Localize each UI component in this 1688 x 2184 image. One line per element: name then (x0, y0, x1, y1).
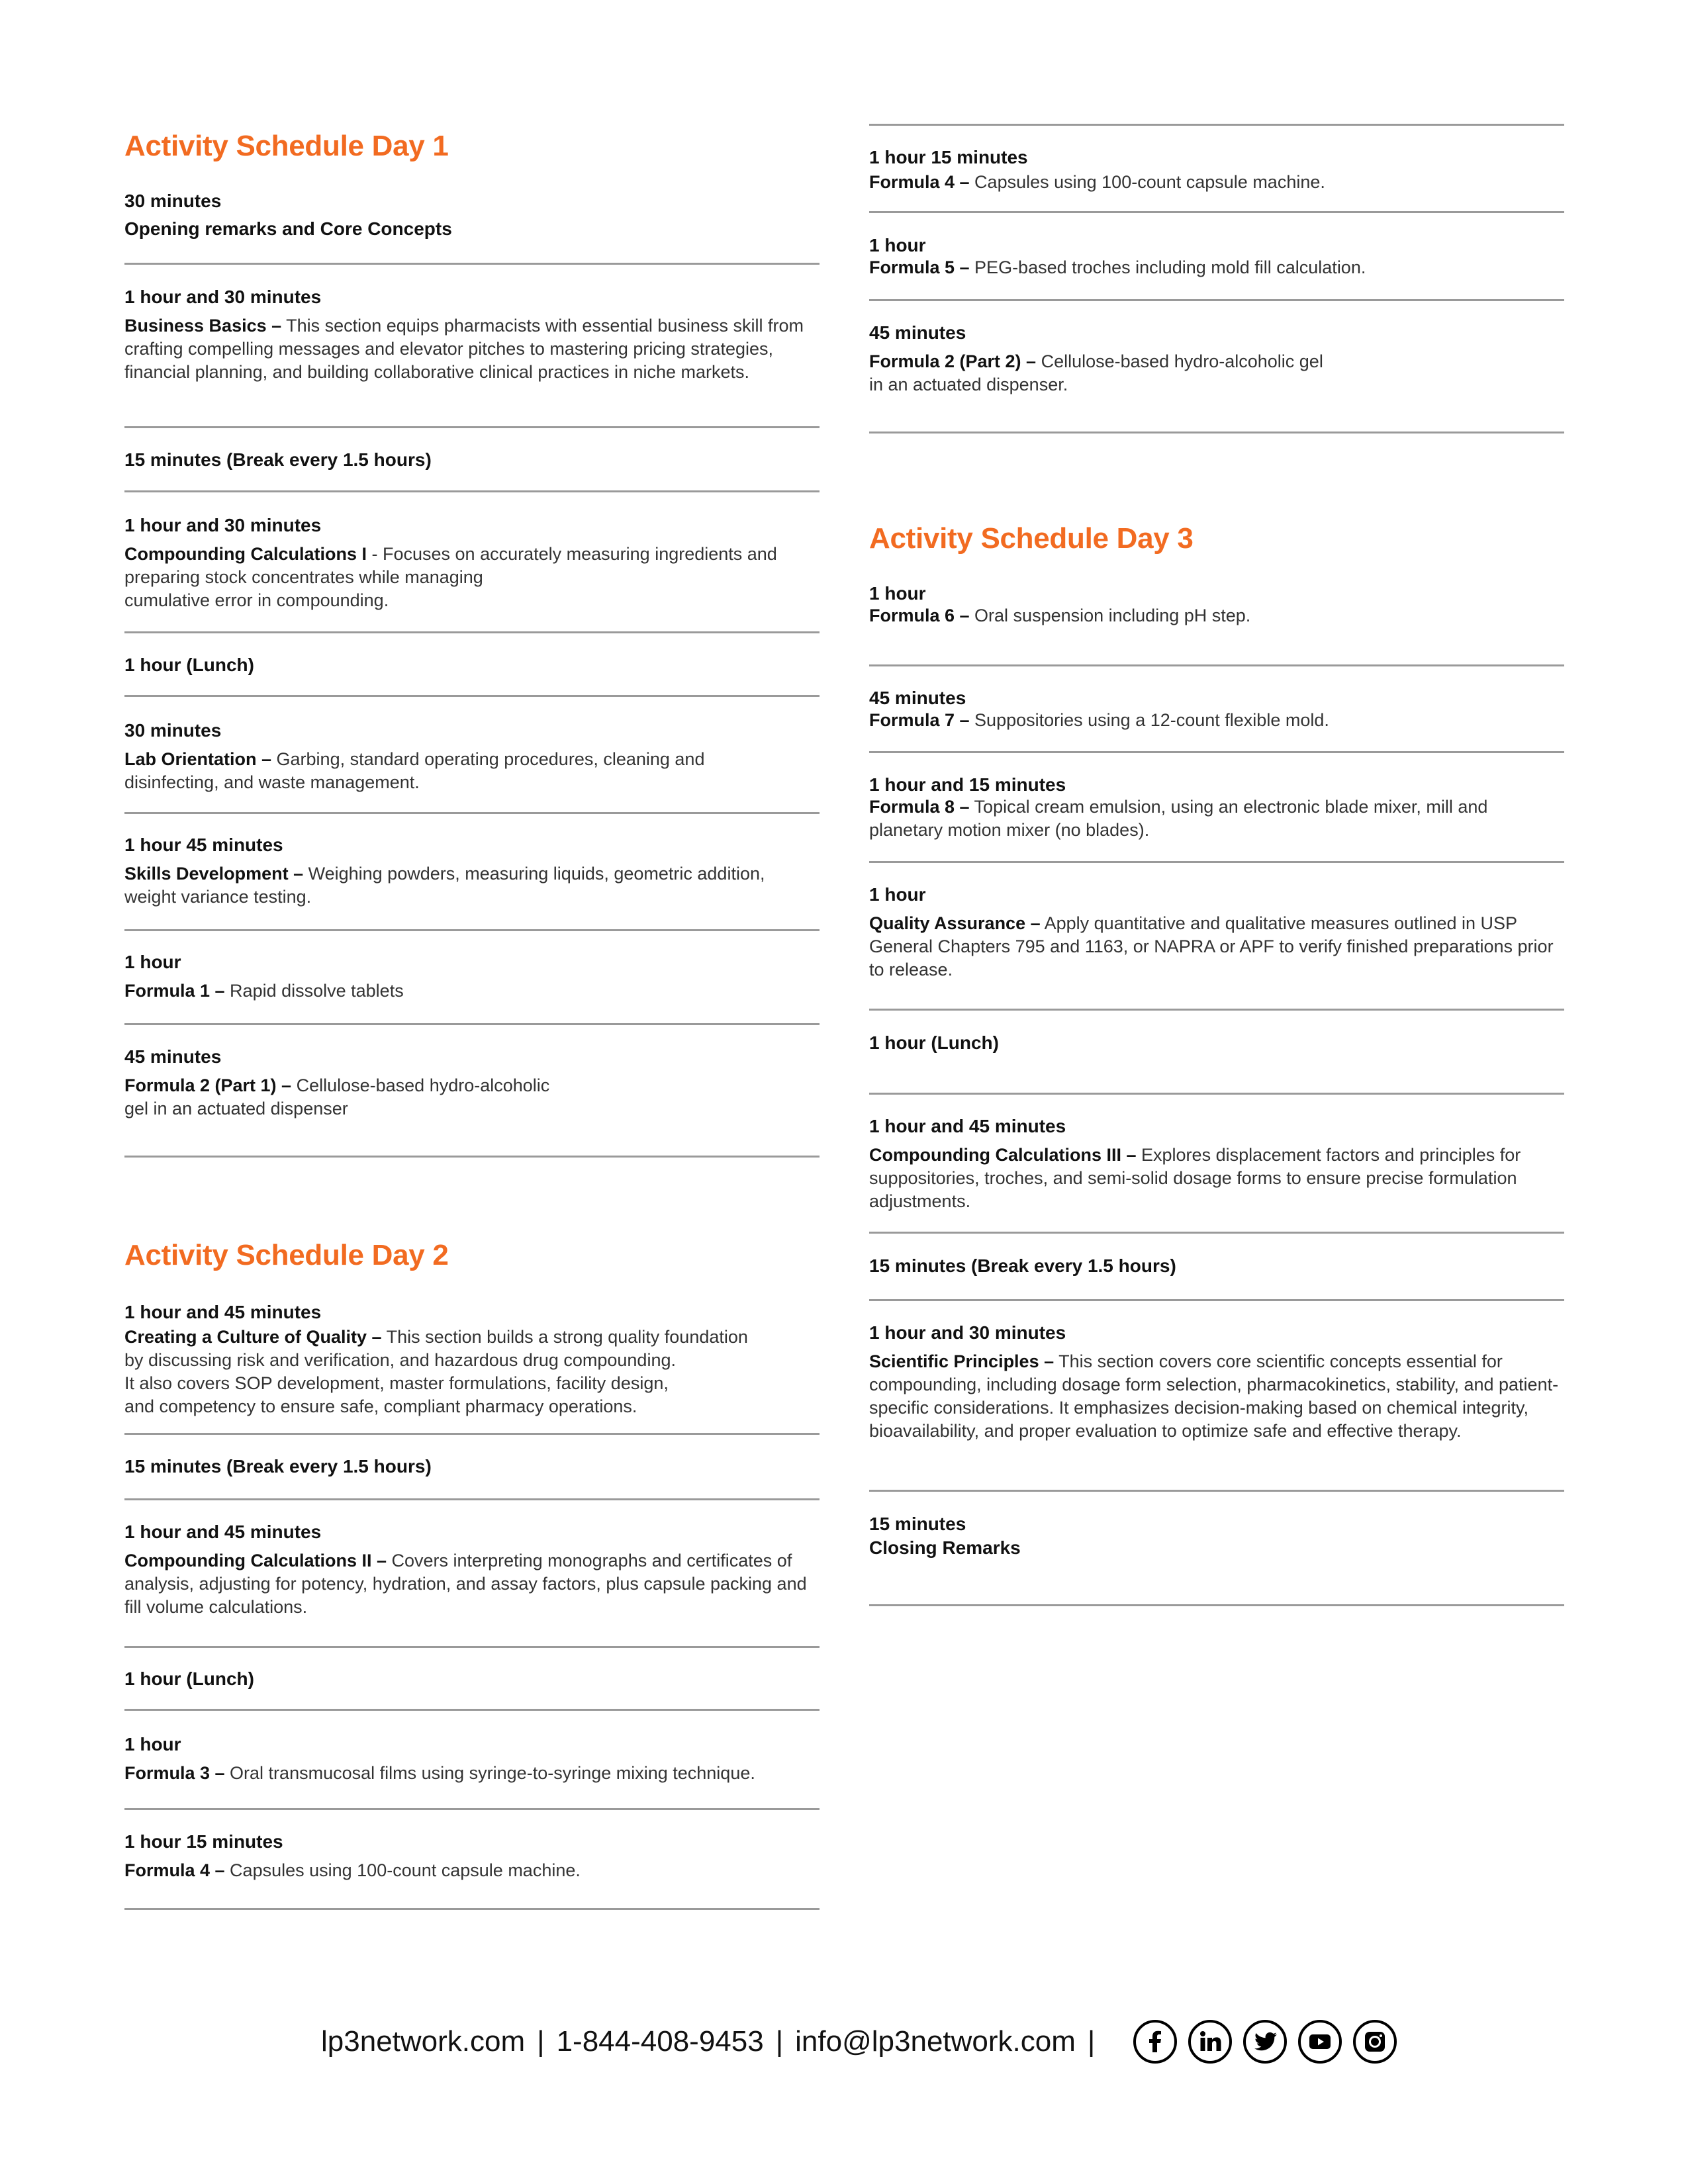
divider (124, 1646, 820, 1648)
item-text: by discussing risk and verification, and hazardous drug compounding. (124, 1350, 676, 1370)
youtube-icon[interactable] (1298, 2020, 1342, 2064)
item-description (869, 350, 1564, 396)
day2-heading: Activity Schedule Day 2 (124, 1239, 449, 1271)
item-text: Oral transmucosal films using syringe-to-syringe mixing technique. (224, 1763, 755, 1783)
item-description (869, 1144, 1564, 1213)
divider (124, 929, 820, 931)
item-label: Quality Assurance – (869, 913, 1041, 933)
item-text: PEG-based troches including mold fill calculation. (969, 257, 1366, 277)
divider (869, 1299, 1564, 1301)
item-label: Compounding Calculations II – (124, 1551, 387, 1570)
website-link[interactable]: lp3network.com (321, 2025, 526, 2058)
item-text: This section equips pharmacists with essential business skill from crafting compelling messages and elevator pitches to mastering pricing strategies, financial planning, and building collaborative clinical practices in niche markets. (124, 316, 804, 382)
item-description (124, 314, 820, 384)
divider (124, 1808, 820, 1810)
item-description (124, 1859, 820, 1882)
schedule-item (124, 721, 820, 794)
item-description (869, 1350, 1564, 1443)
divider (869, 124, 1564, 126)
item-duration: 1 hour and 30 minutes (124, 515, 322, 535)
divider (869, 1093, 1564, 1095)
item-description (124, 1549, 820, 1619)
day1-heading: Activity Schedule Day 1 (124, 130, 449, 162)
item-duration: 15 minutes (Break every 1.5 hours) (124, 1456, 432, 1477)
item-description (869, 912, 1564, 981)
email-link[interactable]: info@lp3network.com (795, 2025, 1076, 2058)
social-links (1133, 2020, 1408, 2064)
item-description (124, 543, 820, 612)
item-description (124, 979, 820, 1003)
item-text: Apply quantitative and qualitative measures outlined in USP General Chapters 795 and 1163, or NAPRA or APF to verify finished preparations prior to release. (869, 913, 1554, 979)
divider (124, 1156, 820, 1158)
item-duration: 45 minutes (869, 688, 966, 708)
item-description (124, 1762, 820, 1785)
item-text: cumulative error in compounding. (124, 590, 389, 610)
schedule-item (869, 1257, 1564, 1275)
item-label: Skills Development – (124, 864, 304, 884)
schedule-item (124, 953, 820, 1003)
schedule-item (869, 886, 1564, 981)
item-duration: 30 minutes (124, 720, 222, 741)
item-duration: 1 hour and 45 minutes (124, 1302, 322, 1322)
separator: | (775, 2025, 784, 2058)
item-duration: 1 hour (124, 952, 181, 972)
divider (124, 426, 820, 428)
schedule-item (869, 324, 1564, 396)
item-text: Garbing, standard operating procedures, cleaning and disinfecting, and waste management. (124, 749, 705, 792)
item-text: Weighing powders, measuring liquids, geometric addition, weight variance testing. (124, 864, 765, 907)
item-text: Cellulose-based hydro-alcoholic (291, 1075, 550, 1095)
item-label: Formula 2 (Part 1) – (124, 1075, 292, 1095)
item-duration: 1 hour (Lunch) (124, 655, 254, 675)
item-label: Formula 5 – (869, 257, 970, 277)
item-text: Topical cream emulsion, using an electronic blade mixer, mill and planetary motion mixer (no blades). (869, 797, 1488, 840)
schedule-item (124, 451, 820, 469)
separator: | (1087, 2025, 1096, 2058)
item-label: Compounding Calculations I (124, 544, 367, 564)
item-text: Cellulose-based hydro-alcoholic gel (1036, 351, 1323, 371)
divider (869, 861, 1564, 863)
item-text: and competency to ensure safe, compliant pharmacy operations. (124, 1396, 637, 1416)
item-duration: 1 hour and 30 minutes (124, 287, 322, 307)
item-text: Suppositories using a 12-count flexible mold. (969, 710, 1329, 730)
divider (869, 432, 1564, 433)
item-label: Compounding Calculations III – (869, 1145, 1137, 1165)
item-description (869, 171, 1564, 194)
divider (869, 299, 1564, 301)
divider (124, 1498, 820, 1500)
separator: | (537, 2025, 545, 2058)
item-duration: 1 hour 15 minutes (124, 1831, 283, 1852)
item-duration: 1 hour 45 minutes (124, 835, 283, 855)
item-description (869, 604, 1564, 627)
phone-number[interactable]: 1-844-408-9453 (556, 2025, 764, 2058)
item-duration: 15 minutes (Break every 1.5 hours) (869, 1255, 1176, 1276)
instagram-icon[interactable] (1353, 2020, 1397, 2064)
item-duration: 30 minutes (124, 191, 222, 211)
item-label: Business Basics – (124, 316, 282, 336)
schedule-item (124, 656, 820, 674)
divider (869, 1604, 1564, 1606)
divider (124, 263, 820, 265)
divider (869, 211, 1564, 213)
item-duration: 1 hour (869, 235, 926, 255)
day3-heading: Activity Schedule Day 3 (869, 522, 1194, 555)
schedule-item (124, 1457, 820, 1476)
divider (124, 1433, 820, 1435)
item-description (124, 862, 820, 909)
item-label: Creating a Culture of Quality – (124, 1327, 382, 1347)
divider (124, 812, 820, 814)
item-text: This section covers core scientific concepts essential for compounding, including dosage form selection, pharmacokinetics, stability, and patient-specific considerations. It emphasizes decision-making based on chemical integrity, bioavailability, and proper evaluation to optimize safe and effective therapy. (869, 1351, 1559, 1441)
item-description (124, 748, 760, 794)
item-text: This section builds a strong quality foundation (381, 1327, 748, 1347)
schedule-item (124, 1833, 820, 1882)
twitter-icon[interactable] (1243, 2020, 1287, 2064)
schedule-item (869, 1117, 1564, 1213)
item-duration: 1 hour (869, 884, 926, 905)
left-column (124, 0, 820, 1985)
divider (124, 631, 820, 633)
item-label: Closing Remarks (869, 1537, 1021, 1558)
divider (869, 751, 1564, 753)
item-description (869, 796, 1564, 842)
item-duration: 1 hour and 30 minutes (869, 1322, 1066, 1343)
divider (124, 1023, 820, 1025)
item-label: Formula 4 – (869, 172, 970, 192)
item-text: gel in an actuated dispenser (124, 1099, 348, 1118)
item-text: Covers interpreting monographs and certificates of analysis, adjusting for potency, hydration, and assay factors, plus capsule packing and fill volume calculations. (124, 1551, 807, 1617)
item-label: Opening remarks and Core Concepts (124, 218, 452, 239)
schedule-item (124, 1735, 820, 1785)
item-text: in an actuated dispenser. (869, 375, 1068, 394)
divider (869, 1490, 1564, 1492)
item-duration: 45 minutes (124, 1046, 222, 1067)
item-duration: 1 hour (Lunch) (124, 1668, 254, 1689)
item-duration: 15 minutes (869, 1514, 966, 1534)
schedule-item (869, 1515, 1564, 1557)
divider (869, 664, 1564, 666)
item-text: Oral suspension including pH step. (969, 606, 1251, 625)
item-text: - Focuses on accurately measuring ingredients and preparing stock concentrates while managing (124, 544, 777, 587)
item-label: Formula 4 – (124, 1860, 225, 1880)
divider (869, 1232, 1564, 1234)
item-duration: 1 hour (124, 1734, 181, 1754)
schedule-item (124, 1303, 820, 1418)
item-duration: 1 hour and 45 minutes (124, 1522, 322, 1542)
item-text: Capsules using 100-count capsule machine. (969, 172, 1325, 192)
divider (124, 1908, 820, 1910)
item-duration: 1 hour and 45 minutes (869, 1116, 1066, 1136)
item-label: Formula 3 – (124, 1763, 225, 1783)
schedule-item (124, 836, 820, 909)
item-text: Rapid dissolve tablets (224, 981, 404, 1001)
schedule-item (124, 288, 820, 384)
item-label: Formula 6 – (869, 606, 970, 625)
item-duration: 1 hour 15 minutes (869, 147, 1028, 167)
item-description (124, 1326, 820, 1418)
item-duration: 1 hour (Lunch) (869, 1032, 999, 1053)
item-description (124, 1074, 820, 1120)
item-label: Formula 2 (Part 2) – (869, 351, 1037, 371)
divider (124, 1709, 820, 1711)
schedule-item (869, 689, 1564, 732)
item-description (869, 709, 1564, 732)
item-duration: 15 minutes (Break every 1.5 hours) (124, 449, 432, 470)
linkedin-icon[interactable] (1188, 2020, 1232, 2064)
divider (869, 1009, 1564, 1011)
item-label: Formula 1 – (124, 981, 225, 1001)
item-label: Scientific Principles – (869, 1351, 1055, 1371)
footer (321, 2022, 1408, 2062)
schedule-item (869, 236, 1564, 279)
divider (124, 490, 820, 492)
schedule-item (124, 1523, 820, 1619)
schedule-item (869, 148, 1564, 194)
divider (124, 695, 820, 697)
schedule-item (869, 1034, 1564, 1052)
right-column (869, 0, 1564, 1985)
schedule-item (124, 516, 820, 612)
item-text: Explores displacement factors and principles for suppositories, troches, and semi-solid dosage forms to ensure precise formulation adjustments. (869, 1145, 1521, 1211)
item-duration: 45 minutes (869, 322, 966, 343)
item-duration: 1 hour and 15 minutes (869, 774, 1066, 795)
schedule-item (869, 584, 1564, 627)
item-description (869, 256, 1564, 279)
schedule-item (124, 1048, 820, 1120)
schedule-item (124, 1670, 820, 1688)
item-label: Formula 8 – (869, 797, 970, 817)
item-text: Capsules using 100-count capsule machine. (224, 1860, 581, 1880)
schedule-item (869, 1324, 1564, 1443)
item-label: Lab Orientation – (124, 749, 272, 769)
item-label: Formula 7 – (869, 710, 970, 730)
item-duration: 1 hour (869, 583, 926, 604)
item-text: It also covers SOP development, master formulations, facility design, (124, 1373, 669, 1393)
facebook-icon[interactable] (1133, 2020, 1177, 2064)
schedule-item (124, 192, 820, 238)
schedule-item (869, 776, 1564, 842)
